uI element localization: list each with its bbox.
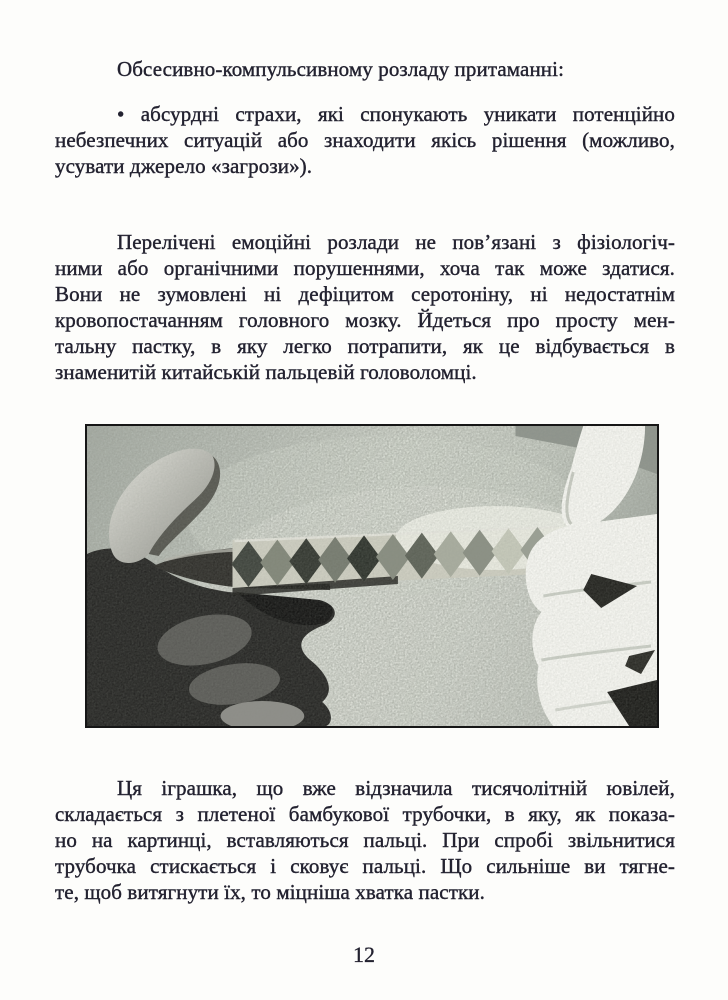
paragraph-toy-description <box>55 775 675 905</box>
text-line: усувати джерело «загрози»). <box>55 154 313 178</box>
heading-ocd <box>55 56 675 82</box>
text-line: Обсесивно-компульсивному розладу притаманні: <box>117 57 564 81</box>
text-line: Ця іграшка, що вже відзначила тисячолітній ювілей, <box>117 776 675 800</box>
text-line: • абсурдні страхи, які спонукають уникати потенційно <box>117 102 675 126</box>
text-line: те, щоб витягнути їх, то міцніша хватка пастки. <box>55 880 485 904</box>
text-line: ними або органічними порушеннями, хоча так може здатися. <box>55 256 675 280</box>
page-number: 12 <box>353 942 375 967</box>
paragraph-mental-trap <box>55 229 675 385</box>
text-line: знаменитій китайській пальцевій головоломці. <box>55 360 477 384</box>
text-line: но на картинці, вставляються пальці. При спробі звільнитися <box>55 828 675 852</box>
bullet-paragraph-fears <box>55 101 675 179</box>
film-grain <box>87 426 657 726</box>
finger-trap-photo-art <box>87 426 657 726</box>
text-line: трубочка стискається і сковує пальці. Що сильніше ви тягне- <box>55 854 675 878</box>
text-line: Перелічені емоційні розлади не пов’язані з фізіологіч- <box>117 230 675 254</box>
finger-trap-photo <box>85 424 659 728</box>
text-line: складається з плетеної бамбукової трубочки, в яку, як показа- <box>55 802 675 826</box>
text-line: кровопостачанням головного мозку. Йдеться про просту мен- <box>55 308 675 332</box>
text-line: небезпечних ситуацій або знаходити якісь рішення (можливо, <box>55 128 675 152</box>
text-line: тальну пастку, в яку легко потрапити, як це відбувається в <box>55 334 675 358</box>
text-line: Вони не зумовлені ні дефіцитом серотоніну, ні недостатнім <box>55 282 675 306</box>
